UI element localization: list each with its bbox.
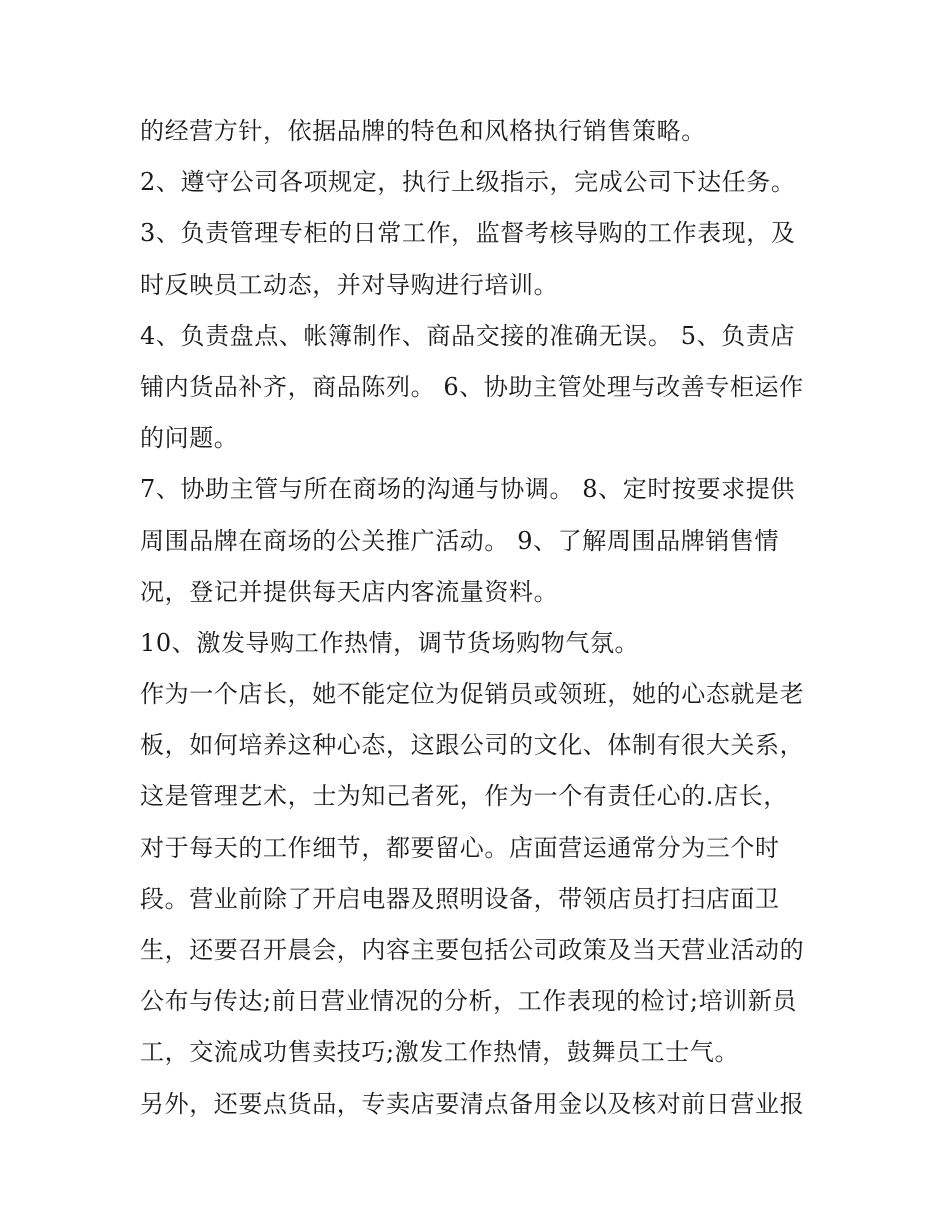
text-line: 10、激发导购工作热情，调节货场购物气氛。 — [140, 628, 640, 657]
text-line: 对于每天的工作细节，都要留心。店面营运通常分为三个时 — [140, 833, 780, 862]
text-line: 生，还要召开晨会，内容主要包括公司政策及当天营业活动的 — [140, 936, 805, 964]
text-line: 另外，还要点货品，专卖店要清点备用金以及核对前日营业报 — [140, 1089, 805, 1118]
text-line: 3、负责管理专柜的日常工作，监督考核导购的工作表现，及 — [140, 219, 796, 248]
text-line: 工，交流成功售卖技巧;激发工作热情，鼓舞员工士气。 — [140, 1038, 740, 1067]
text-line: 周围品牌在商场的公关推广活动。 9、了解周围品牌销售情 — [140, 526, 780, 555]
text-line: 这是管理艺术，士为知己者死，作为一个有责任心的.店长， — [140, 782, 788, 811]
text-line: 板，如何培养这种心态，这跟公司的文化、体制有很大关系， — [140, 731, 805, 760]
text-line: 7、协助主管与所在商场的沟通与协调。 8、定时按要求提供 — [140, 475, 795, 504]
text-line: 4、负责盘点、帐簿制作、商品交接的准确无误。 5、负责店 — [140, 321, 795, 350]
text-line: 时反映员工动态，并对导购进行培训。 — [140, 270, 559, 299]
text-line: 的经营方针，依据品牌的特色和风格执行销售策略。 — [140, 117, 706, 145]
text-line: 况，登记并提供每天店内客流量资料。 — [140, 577, 559, 606]
text-line: 铺内货品补齐，商品陈列。 6、协助主管处理与改善专柜运作 — [140, 372, 804, 401]
body-text — [140, 106, 840, 1130]
text-line: 公布与传达;前日营业情况的分析，工作表现的检讨;培训新员 — [140, 987, 797, 1016]
text-line: 段。营业前除了开启电器及照明设备，带领店员打扫店面卫 — [140, 884, 780, 913]
text-line: 作为一个店长，她不能定位为促销员或领班，她的心态就是老 — [140, 680, 805, 709]
text-line: 的问题。 — [140, 424, 239, 453]
text-line: 2、遵守公司各项规定，执行上级指示，完成公司下达任务。 — [140, 168, 796, 197]
